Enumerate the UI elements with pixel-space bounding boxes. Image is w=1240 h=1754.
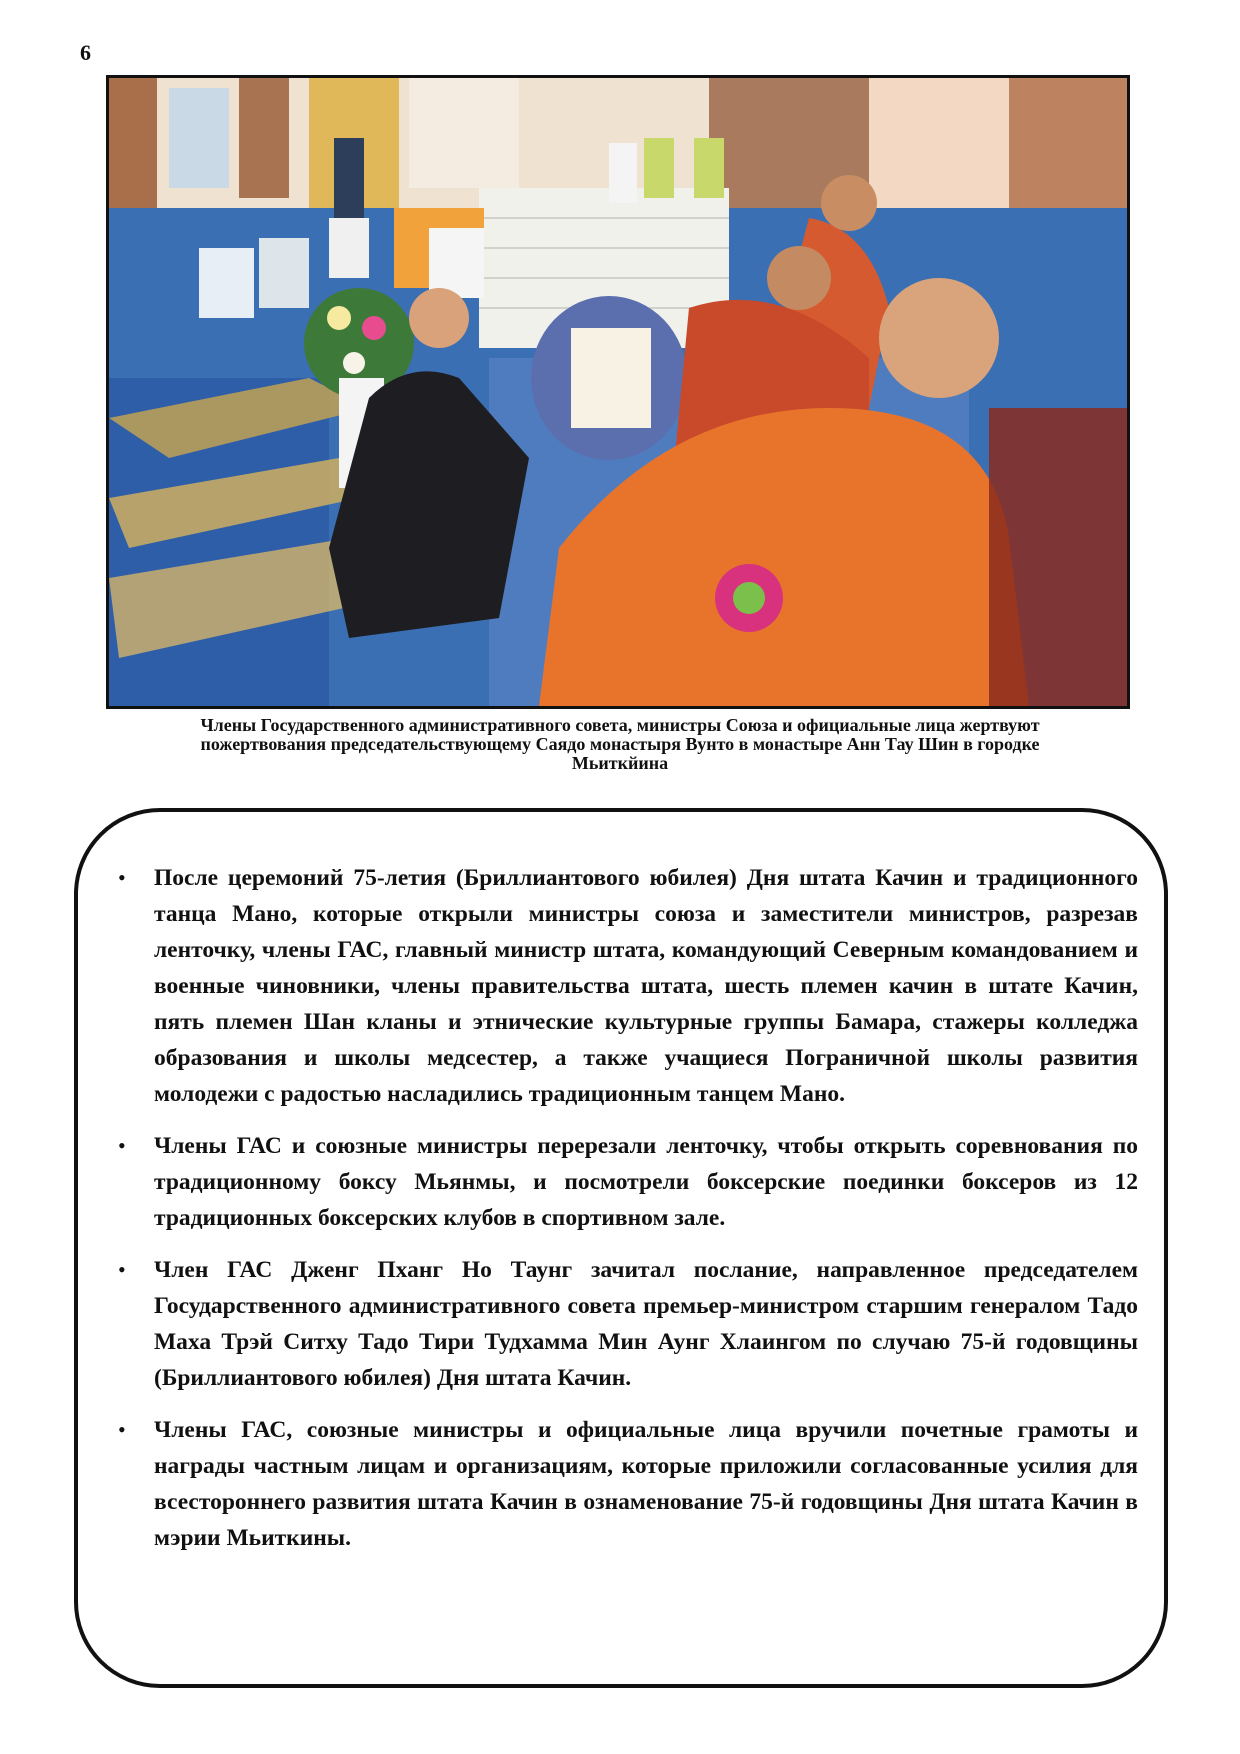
caption-line: Члены Государственного административного совета, министры Союза и официальные лица жертвуют: [200, 715, 1040, 735]
bullet-text: Член ГАС Дженг Пханг Но Таунг зачитал послание, направленное председателем Государственного административного совета премьер-министром старшим генералом Тадо Маха Трэй Ситху Тадо Тири Тудхамма Мин Аунг Хлаингом по случаю 75-й годовщины (Бриллиантового юбилея) Дня штата Качин.: [154, 1257, 1138, 1391]
photo-caption: [110, 716, 1130, 773]
list-item: [110, 860, 1138, 1112]
list-item: [110, 1412, 1138, 1556]
caption-line: пожертвования председательствующему Саядо монастыря Вунто в монастыре Анн Тау Шин в городке: [200, 734, 1040, 754]
ceremony-photo: [106, 75, 1130, 709]
bullet-icon: •: [118, 1133, 126, 1158]
list-item: [110, 1128, 1138, 1236]
bullet-text: После церемоний 75-летия (Бриллиантового юбилея) Дня штата Качин и традиционного танца Мано, которые открыли министры союза и заместители министров, разрезав ленточку, члены ГАС, главный министр штата, командующий Северным командованием и военные чиновники, члены правительства штата, шесть племен качин в штате Качин, пять племен Шан кланы и этнические культурные группы Бамара, стажеры колледжа образования и школы медсестер, а также учащиеся Пограничной школы развития молодежи с радостью насладились традиционным танцем Мано.: [154, 865, 1138, 1107]
bullet-text: Члены ГАС, союзные министры и официальные лица вручили почетные грамоты и награды частным лицам и организациям, которые приложили согласованные усилия для всестороннего развития штата Качин в ознаменование 75-й годовщины Дня штата Качин в мэрии Мьиткины.: [154, 1417, 1138, 1551]
bullet-list: [110, 860, 1138, 1572]
caption-line: Мьиткйина: [571, 753, 669, 773]
bullet-icon: •: [118, 865, 126, 890]
bullet-icon: •: [118, 1257, 126, 1282]
bullet-text: Члены ГАС и союзные министры перерезали ленточку, чтобы открыть соревнования по традиционному боксу Мьянмы, и посмотрели боксерские поединки боксеров из 12 традиционных боксерских клубов в спортивном зале.: [154, 1133, 1138, 1231]
list-item: [110, 1252, 1138, 1396]
bullet-icon: •: [118, 1417, 126, 1442]
page-number: 6: [80, 40, 91, 65]
